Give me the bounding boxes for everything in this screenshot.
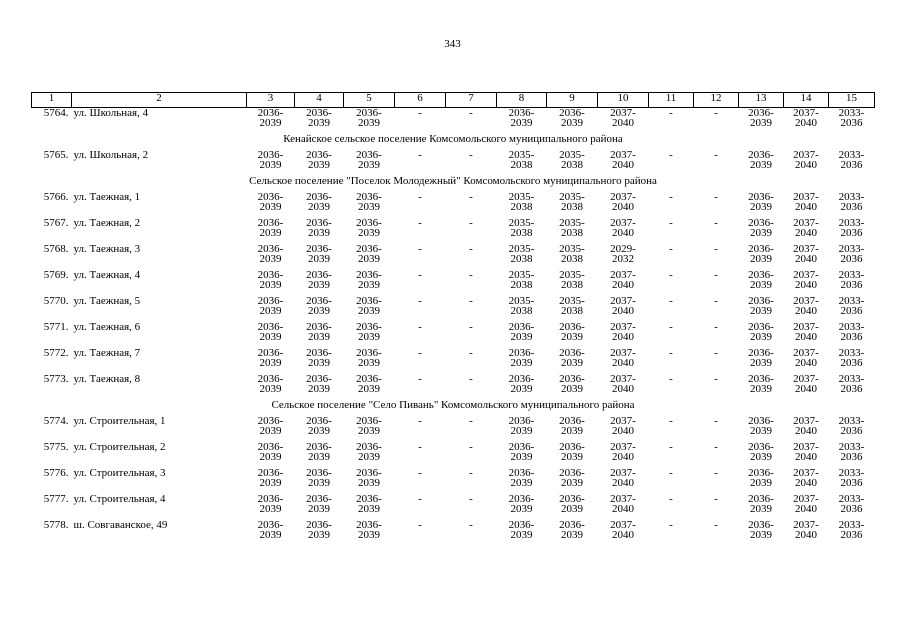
address-cell: ул. Таежная, 3 (73, 243, 141, 255)
period-cell-col-15: 2033- 2036 (838, 347, 865, 369)
period-cell-col-9: 2035- 2038 (559, 191, 585, 213)
period-cell-col-7: - (469, 467, 473, 479)
period-cell-col-9: 2036- 2039 (559, 467, 585, 489)
table-row (32, 296, 875, 322)
period-cell-col-3: 2036- 2039 (257, 269, 284, 291)
period-cell-col-6: - (418, 467, 422, 479)
period-cell-col-13: 2036- 2039 (748, 149, 774, 171)
period-cell-col-5: 2036- 2039 (356, 295, 382, 317)
period-cell-col-3: 2036- 2039 (257, 149, 284, 171)
period-cell-col-6: - (418, 493, 422, 505)
period-cell-col-11: - (669, 441, 673, 453)
period-cell-col-8: 2035- 2038 (508, 269, 535, 291)
period-cell-col-13: 2036- 2039 (748, 519, 774, 541)
period-cell-col-11: - (669, 519, 673, 531)
period-cell-col-10: 2037- 2040 (610, 441, 636, 463)
period-cell-col-8: 2036- 2039 (508, 493, 535, 515)
period-cell-col-7: - (469, 493, 473, 505)
period-cell-col-12: - (714, 519, 718, 531)
period-cell-col-12: - (714, 107, 718, 119)
period-cell-col-10: 2029- 2032 (610, 243, 636, 265)
column-header-1: 1 (32, 93, 72, 108)
period-cell-col-12: - (714, 191, 718, 203)
period-cell-col-15: 2033- 2036 (838, 149, 865, 171)
period-cell-col-14: 2037- 2040 (793, 321, 819, 343)
period-cell-col-8: 2035- 2038 (508, 295, 535, 317)
column-header-8: 8 (497, 93, 547, 108)
period-cell-col-6: - (418, 269, 422, 281)
period-cell-col-11: - (669, 415, 673, 427)
column-header-6: 6 (395, 93, 446, 108)
table-row (32, 494, 875, 520)
period-cell-col-9: 2035- 2038 (559, 269, 585, 291)
period-cell-col-8: 2036- 2039 (508, 415, 535, 437)
period-cell-col-4: 2036- 2039 (306, 493, 332, 515)
row-number: 5776. (43, 467, 69, 479)
table-row (32, 218, 875, 244)
period-cell-col-11: - (669, 243, 673, 255)
period-cell-col-5: 2036- 2039 (356, 191, 382, 213)
period-cell-col-4: 2036- 2039 (306, 519, 332, 541)
period-cell-col-11: - (669, 467, 673, 479)
period-cell-col-10: 2037- 2040 (610, 519, 636, 541)
data-table (31, 92, 875, 546)
period-cell-col-8: 2036- 2039 (508, 519, 535, 541)
period-cell-col-5: 2036- 2039 (356, 519, 382, 541)
period-cell-col-15: 2033- 2036 (838, 415, 865, 437)
table-row (32, 322, 875, 348)
address-cell: ул. Таежная, 7 (73, 347, 141, 359)
address-cell: ул. Строительная, 3 (73, 467, 166, 479)
period-cell-col-4: 2036- 2039 (306, 243, 332, 265)
table-row (32, 348, 875, 374)
period-cell-col-11: - (669, 321, 673, 333)
period-cell-col-9: 2036- 2039 (559, 373, 585, 395)
period-cell-col-14: 2037- 2040 (793, 107, 819, 129)
period-cell-col-8: 2036- 2039 (508, 441, 535, 463)
period-cell-col-5: 2036- 2039 (356, 415, 382, 437)
period-cell-col-7: - (469, 295, 473, 307)
period-cell-col-8: 2036- 2039 (508, 467, 535, 489)
period-cell-col-15: 2033- 2036 (838, 191, 865, 213)
table-row (32, 108, 875, 135)
period-cell-col-11: - (669, 269, 673, 281)
period-cell-col-8: 2036- 2039 (508, 321, 535, 343)
address-cell: ул. Строительная, 4 (73, 493, 166, 505)
column-header-10: 10 (598, 93, 649, 108)
period-cell-col-6: - (418, 415, 422, 427)
period-cell-col-15: 2033- 2036 (838, 441, 865, 463)
period-cell-col-5: 2036- 2039 (356, 493, 382, 515)
period-cell-col-13: 2036- 2039 (748, 217, 774, 239)
period-cell-col-10: 2037- 2040 (610, 415, 636, 437)
period-cell-col-3: 2036- 2039 (257, 519, 284, 541)
address-cell: ул. Таежная, 4 (73, 269, 141, 281)
period-cell-col-13: 2036- 2039 (748, 415, 774, 437)
address-cell: ш. Совгаванское, 49 (73, 519, 168, 531)
period-cell-col-5: 2036- 2039 (356, 321, 382, 343)
period-cell-col-13: 2036- 2039 (748, 321, 774, 343)
period-cell-col-7: - (469, 347, 473, 359)
period-cell-col-13: 2036- 2039 (748, 191, 774, 213)
period-cell-col-3: 2036- 2039 (257, 373, 284, 395)
period-cell-col-4: 2036- 2039 (306, 373, 332, 395)
row-number: 5773. (43, 373, 69, 385)
period-cell-col-14: 2037- 2040 (793, 467, 819, 489)
period-cell-col-9: 2035- 2038 (559, 295, 585, 317)
period-cell-col-9: 2036- 2039 (559, 415, 585, 437)
period-cell-col-12: - (714, 243, 718, 255)
row-number: 5766. (43, 191, 69, 203)
period-cell-col-14: 2037- 2040 (793, 441, 819, 463)
period-cell-col-3: 2036- 2039 (257, 467, 284, 489)
period-cell-col-6: - (418, 149, 422, 161)
period-cell-col-9: 2036- 2039 (559, 519, 585, 541)
section-header-row (32, 134, 875, 150)
period-cell-col-12: - (714, 217, 718, 229)
period-cell-col-5: 2036- 2039 (356, 347, 382, 369)
period-cell-col-12: - (714, 295, 718, 307)
period-cell-col-14: 2037- 2040 (793, 295, 819, 317)
table-row (32, 416, 875, 442)
period-cell-col-6: - (418, 295, 422, 307)
period-cell-col-6: - (418, 347, 422, 359)
period-cell-col-8: 2036- 2039 (508, 373, 535, 395)
period-cell-col-14: 2037- 2040 (793, 269, 819, 291)
table-row (32, 468, 875, 494)
period-cell-col-10: 2037- 2040 (610, 107, 636, 129)
period-cell-col-4: 2036- 2039 (306, 441, 332, 463)
period-cell-col-7: - (469, 321, 473, 333)
period-cell-col-10: 2037- 2040 (610, 295, 636, 317)
period-cell-col-12: - (714, 321, 718, 333)
period-cell-col-14: 2037- 2040 (793, 493, 819, 515)
column-header-15: 15 (829, 93, 875, 108)
period-cell-col-14: 2037- 2040 (793, 243, 819, 265)
period-cell-col-3: 2036- 2039 (257, 415, 284, 437)
period-cell-col-6: - (418, 243, 422, 255)
period-cell-col-9: 2036- 2039 (559, 321, 585, 343)
row-number: 5771. (43, 321, 69, 333)
column-header-2: 2 (72, 93, 247, 108)
period-cell-col-5: 2036- 2039 (356, 107, 382, 129)
period-cell-col-5: 2036- 2039 (356, 373, 382, 395)
period-cell-col-14: 2037- 2040 (793, 373, 819, 395)
period-cell-col-6: - (418, 373, 422, 385)
period-cell-col-10: 2037- 2040 (610, 269, 636, 291)
address-cell: ул. Школьная, 4 (73, 107, 149, 119)
period-cell-col-11: - (669, 373, 673, 385)
period-cell-col-10: 2037- 2040 (610, 467, 636, 489)
period-cell-col-7: - (469, 191, 473, 203)
address-cell: ул. Таежная, 1 (73, 191, 141, 203)
period-cell-col-3: 2036- 2039 (257, 493, 284, 515)
period-cell-col-12: - (714, 415, 718, 427)
period-cell-col-4: 2036- 2039 (306, 217, 332, 239)
period-cell-col-15: 2033- 2036 (838, 243, 865, 265)
period-cell-col-3: 2036- 2039 (257, 347, 284, 369)
table-row (32, 520, 875, 546)
period-cell-col-8: 2035- 2038 (508, 217, 535, 239)
period-cell-col-9: 2035- 2038 (559, 217, 585, 239)
row-number: 5775. (43, 441, 69, 453)
period-cell-col-14: 2037- 2040 (793, 519, 819, 541)
period-cell-col-3: 2036- 2039 (257, 217, 284, 239)
period-cell-col-12: - (714, 347, 718, 359)
period-cell-col-4: 2036- 2039 (306, 269, 332, 291)
period-cell-col-7: - (469, 107, 473, 119)
period-cell-col-7: - (469, 441, 473, 453)
period-cell-col-14: 2037- 2040 (793, 415, 819, 437)
period-cell-col-14: 2037- 2040 (793, 217, 819, 239)
period-cell-col-13: 2036- 2039 (748, 493, 774, 515)
period-cell-col-15: 2033- 2036 (838, 295, 865, 317)
table-body (32, 93, 875, 547)
period-cell-col-4: 2036- 2039 (306, 321, 332, 343)
period-cell-col-14: 2037- 2040 (793, 347, 819, 369)
section-header-row (32, 176, 875, 192)
column-header-11: 11 (649, 93, 694, 108)
period-cell-col-7: - (469, 217, 473, 229)
address-cell: ул. Таежная, 2 (73, 217, 141, 229)
period-cell-col-9: 2036- 2039 (559, 441, 585, 463)
period-cell-col-8: 2036- 2039 (508, 107, 535, 129)
row-number: 5778. (43, 519, 69, 531)
period-cell-col-9: 2036- 2039 (559, 493, 585, 515)
address-cell: ул. Школьная, 2 (73, 149, 149, 161)
period-cell-col-15: 2033- 2036 (838, 269, 865, 291)
period-cell-col-15: 2033- 2036 (838, 217, 865, 239)
period-cell-col-5: 2036- 2039 (356, 467, 382, 489)
table-row (32, 192, 875, 218)
row-number: 5770. (43, 295, 69, 307)
period-cell-col-13: 2036- 2039 (748, 243, 774, 265)
address-cell: ул. Таежная, 5 (73, 295, 141, 307)
period-cell-col-11: - (669, 347, 673, 359)
period-cell-col-3: 2036- 2039 (257, 107, 284, 129)
period-cell-col-12: - (714, 467, 718, 479)
address-cell: ул. Таежная, 8 (73, 373, 141, 385)
address-cell: ул. Таежная, 6 (73, 321, 141, 333)
period-cell-col-7: - (469, 243, 473, 255)
period-cell-col-7: - (469, 149, 473, 161)
row-number: 5765. (43, 149, 69, 161)
period-cell-col-15: 2033- 2036 (838, 493, 865, 515)
period-cell-col-7: - (469, 415, 473, 427)
column-header-4: 4 (295, 93, 344, 108)
column-header-3: 3 (247, 93, 295, 108)
period-cell-col-3: 2036- 2039 (257, 191, 284, 213)
period-cell-col-9: 2036- 2039 (559, 107, 585, 129)
row-number: 5772. (43, 347, 69, 359)
period-cell-col-9: 2036- 2039 (559, 347, 585, 369)
period-cell-col-6: - (418, 217, 422, 229)
period-cell-col-15: 2033- 2036 (838, 107, 865, 129)
period-cell-col-3: 2036- 2039 (257, 441, 284, 463)
period-cell-col-4: 2036- 2039 (306, 415, 332, 437)
row-number: 5774. (43, 415, 69, 427)
period-cell-col-14: 2037- 2040 (793, 149, 819, 171)
period-cell-col-10: 2037- 2040 (610, 493, 636, 515)
period-cell-col-6: - (418, 107, 422, 119)
address-cell: ул. Строительная, 2 (73, 441, 166, 453)
period-cell-col-14: 2037- 2040 (793, 191, 819, 213)
section-title: Сельское поселение "Поселок Молодежный" Комсомольского муниципального района (249, 175, 657, 187)
section-title: Сельское поселение "Село Пивань" Комсомольского муниципального района (271, 399, 635, 411)
period-cell-col-4: 2036- 2039 (306, 295, 332, 317)
table-row (32, 150, 875, 176)
column-header-13: 13 (739, 93, 784, 108)
period-cell-col-11: - (669, 149, 673, 161)
period-cell-col-13: 2036- 2039 (748, 107, 774, 129)
period-cell-col-8: 2035- 2038 (508, 191, 535, 213)
table-row (32, 374, 875, 400)
period-cell-col-12: - (714, 493, 718, 505)
period-cell-col-13: 2036- 2039 (748, 347, 774, 369)
period-cell-col-13: 2036- 2039 (748, 269, 774, 291)
period-cell-col-10: 2037- 2040 (610, 321, 636, 343)
period-cell-col-3: 2036- 2039 (257, 243, 284, 265)
period-cell-col-11: - (669, 107, 673, 119)
row-number: 5769. (43, 269, 69, 281)
period-cell-col-7: - (469, 269, 473, 281)
period-cell-col-10: 2037- 2040 (610, 149, 636, 171)
period-cell-col-5: 2036- 2039 (356, 269, 382, 291)
period-cell-col-6: - (418, 519, 422, 531)
period-cell-col-4: 2036- 2039 (306, 107, 332, 129)
period-cell-col-15: 2033- 2036 (838, 519, 865, 541)
period-cell-col-5: 2036- 2039 (356, 243, 382, 265)
period-cell-col-12: - (714, 373, 718, 385)
period-cell-col-4: 2036- 2039 (306, 191, 332, 213)
period-cell-col-13: 2036- 2039 (748, 467, 774, 489)
period-cell-col-13: 2036- 2039 (748, 295, 774, 317)
period-cell-col-13: 2036- 2039 (748, 441, 774, 463)
table-row (32, 270, 875, 296)
period-cell-col-5: 2036- 2039 (356, 441, 382, 463)
table-row (32, 442, 875, 468)
period-cell-col-11: - (669, 191, 673, 203)
period-cell-col-3: 2036- 2039 (257, 321, 284, 343)
row-number: 5768. (43, 243, 69, 255)
period-cell-col-5: 2036- 2039 (356, 149, 382, 171)
period-cell-col-6: - (418, 441, 422, 453)
column-header-12: 12 (694, 93, 739, 108)
row-number: 5777. (43, 493, 69, 505)
period-cell-col-4: 2036- 2039 (306, 149, 332, 171)
address-cell: ул. Строительная, 1 (73, 415, 166, 427)
period-cell-col-7: - (469, 373, 473, 385)
section-title: Кенайское сельское поселение Комсомольского муниципального района (283, 133, 623, 145)
period-cell-col-3: 2036- 2039 (257, 295, 284, 317)
period-cell-col-12: - (714, 441, 718, 453)
row-number: 5767. (43, 217, 69, 229)
page-number: 343 (444, 38, 461, 50)
period-cell-col-12: - (714, 269, 718, 281)
period-cell-col-15: 2033- 2036 (838, 321, 865, 343)
row-number: 5764. (43, 107, 69, 119)
period-cell-col-11: - (669, 217, 673, 229)
column-header-14: 14 (784, 93, 829, 108)
period-cell-col-10: 2037- 2040 (610, 373, 636, 395)
period-cell-col-11: - (669, 295, 673, 307)
period-cell-col-10: 2037- 2040 (610, 347, 636, 369)
period-cell-col-15: 2033- 2036 (838, 373, 865, 395)
period-cell-col-6: - (418, 191, 422, 203)
period-cell-col-5: 2036- 2039 (356, 217, 382, 239)
period-cell-col-9: 2035- 2038 (559, 243, 585, 265)
period-cell-col-4: 2036- 2039 (306, 467, 332, 489)
period-cell-col-9: 2035- 2038 (559, 149, 585, 171)
header-row (32, 93, 875, 108)
period-cell-col-10: 2037- 2040 (610, 191, 636, 213)
column-header-7: 7 (446, 93, 497, 108)
period-cell-col-13: 2036- 2039 (748, 373, 774, 395)
period-cell-col-8: 2035- 2038 (508, 243, 535, 265)
period-cell-col-8: 2036- 2039 (508, 347, 535, 369)
section-header-row (32, 400, 875, 416)
period-cell-col-15: 2033- 2036 (838, 467, 865, 489)
period-cell-col-7: - (469, 519, 473, 531)
column-header-9: 9 (547, 93, 598, 108)
period-cell-col-6: - (418, 321, 422, 333)
period-cell-col-4: 2036- 2039 (306, 347, 332, 369)
period-cell-col-8: 2035- 2038 (508, 149, 535, 171)
table-row (32, 244, 875, 270)
period-cell-col-11: - (669, 493, 673, 505)
period-cell-col-12: - (714, 149, 718, 161)
column-header-5: 5 (344, 93, 395, 108)
period-cell-col-10: 2037- 2040 (610, 217, 636, 239)
